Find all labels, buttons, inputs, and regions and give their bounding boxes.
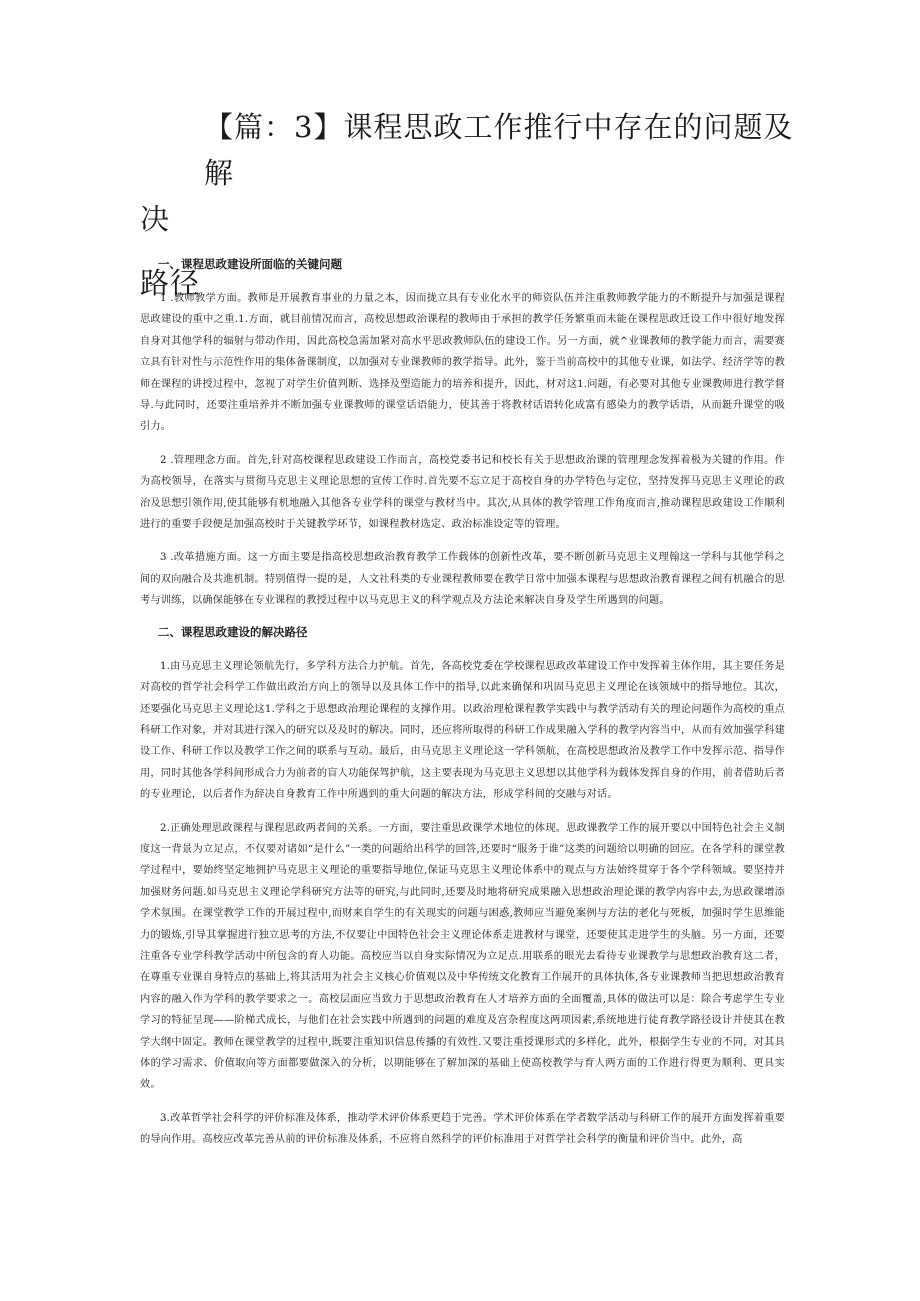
title-line-1: 【篇：3】课程思政工作推行中存在的问题及解 xyxy=(204,110,794,190)
section-heading-2: 二、课程思政建设的解决路径 xyxy=(158,624,308,639)
title-line-2: 决 xyxy=(140,202,171,236)
section-1-paragraph-3: 3 .改革措施方面。这一方面主要是指高校思想政治教育教学工作载体的创新性改革，要不断创新马克思主义理翰这一学科与其他学科之间的双向融合及共進机制。特别值得一提的是，人文社科类的专业课程教师要在教学日常中加强本课程与思想政治教育课程之间有机融合的思考与训练，以确保能够在专业课程的教授过程中以马克思主义的科学观点及方法论来解决自身及学生所遇到的问题。 xyxy=(140,552,785,607)
section-2-paragraph-1: 1.由马克思主义理论领航先行，多学科方法合力护航。首先，各高校党委在学校课程思政改革建设工作中发挥着主体作用，其主要任务是对高校的哲学社会科学工作做出政治方向上的领导以及具体工作中的指导,以此来确保和巩固马克思主义理论在该领域中的指导地位。其次，还要强化马克思主义理论这1.学科之于思想政治理论课程的支撑作用。以政治理枪课程教学实践中与教学活动有关的理论问题作为高校的重点科研工作对象，并对其进行深入的研究以及及时的解决。同时，还应将所取得的科研工作成果融入学科的教学内容当中，从而有效加强学科建设工作、科研工作以及教学工作之间的联系与互动。最后，由马克思主义理论这一学科领航，在高校思想政治及教学工作中发挥示范、指导作用，同时其他各学科间形成合力为前者的盲人功能保驾护航，这主要表现为马克思主义思想以其他学科为载体发挥自身的作用，前者借助后者的专业理论，以后者作为辞决自身教育工作中所遇到的重大问题的解决方法，形成学科间的交融与对话。 xyxy=(140,660,785,801)
section-2-paragraph-3: 3.改革哲学社会科学的评价标准及体系，推动学术评价体系更趋于完善。学术评价体系在学者数学活动与科研工作的展开方面发挥着重要的导向作用。高校应改革完善从前的评价标准及体系，不应将自然科学的评价标准用于对哲学社会科学的衡量和评价当中。此外，高 xyxy=(140,1112,785,1146)
section-1-paragraph-2: 2 .管理理念方面。首先,针对高校课程思政建设工作而言，高校党委书记和校长有关于思想政治课的管理理念发挥着极为关键的作用。作为高校领导，在落实与贯彻马克思主义理论思想的宣传工作时.首先要不忘立足于高校自身的办学特色与定位，坚持发挥马克思主义理论的政治及思想引领作用,使其能够有机地融入其他各专业学科的课堂与教材当中。其次,从具体的教学管理工作角度而言,推动课程思政建设工作顺利进行的重要手段便是加强高校时于关键教学环节，如课程教材选定、政治标准设定等的管理。 xyxy=(140,454,785,531)
section-2-paragraph-2: 2.正确处理思政课程与课程思政两者间的关系。一方面，要注重思政课学术地位的体现。思政课教学工作的展开要以中国特色社会主义制度这一背景为立足点，不仅要对诸如“是什么”一类的问题给出科学的回答,还要时“服务于谁”这类的问题给以明确的回应。在各学科的课堂教学过程中，要始终坚定地拥护马克思主义理论的重要指导地位,保证马克思主义理论体系中的观点与方法始终贯穿于各个学科领域。要坚持并加强财务问题.如马克思主义理论学科研究方法等的研究,与此同时,还要及时地将研究成果融入思想政治理论课的教学内容中去,为思政课增添学术氛围。在课堂教学工作的开展过程中,而财来自学生的有关现实的问题与困惑,教师应当避免案例与方法的老化与死板，加强时学生思维能力的锻炼,引导其掌握进行独立思考的方法,不仅要让中国特色社会主义理论体系走进教材与课堂，还要使其走进学生的头脑。另一方面，还要注重各专业学科教学活动中所包含的育人功能。高校应当以自身实际情况为立足点.用联系的眼光去看待专业课教学与思想政治教育这二者，在尊重专业课自身特点的基础上,将其活用为社会主义核心价值观以及中华传统文化教育工作展开的具体执体,各专业课教师当把思想政治教育内容的融入作为学科的教学要求之一。高校层面应当致力于思想政治教育在人才培养方面的全面覆盖,具体的做法可以是：除合考虑学生专业学习的特征呈现——阶梯式成长，与他们在社会实践中所遇到的问题的难度及宫杂程度这两项因素,系统地进行徒育教学路径设计并使其在教学大纲中固定。教师在课堂教学的过程中,既要注重知识信息传播的有效性.又要注重授课形式的多样化，此外，根据学生专业的不同，对其具体的学习需求、价值取向等方面都要做深入的分析，以期能够在了解加深的基础上使高校教学与育人两方面的工作进行得更为顺利、更具实效。 xyxy=(140,822,785,1091)
section-heading-1: 一、课程思政建设所面临的关键问题 xyxy=(158,257,342,271)
document-body xyxy=(140,256,785,1161)
title-line-3: 路径 xyxy=(140,266,201,300)
section-1-paragraph-1: 1 .教师教学方面。教师是开展教育事业的力量之本，因而拢立具有专业化水平的师资队伍并注重教师教学能力的不断提升与加强是课程思政建设的重中之重.1.方面，就目前情况而言，高校思想政治课程的教师由于承担的教学任务繁重而未能在课程思政迁设工作中很好地发挥自身对其他学科的辐射与带动作用，因此高校急需加紧对高水平思政教师队伍的建设工作。另一方面，就^业课教师的教学能力而言，需要赛立具有针对性与示范性作用的集体备课制度，以加强对专业课教师的教学指导。此外，鉴于当前高校中的其他专业课，如法学、经济学等的教师在课程的讲授过程中，忽视了对学生价值判断、选择及塑造能力的培养和提升，因此，材对这1.问题，有必要对其他专业课教师进行教学督导.与此同时，还要注重培养并不断加强专业课教师的课堂话语能力，使其善于将教材话语转化成富有感染力的教学话语，从而鋌升课堂的吸引力。 xyxy=(140,293,785,433)
